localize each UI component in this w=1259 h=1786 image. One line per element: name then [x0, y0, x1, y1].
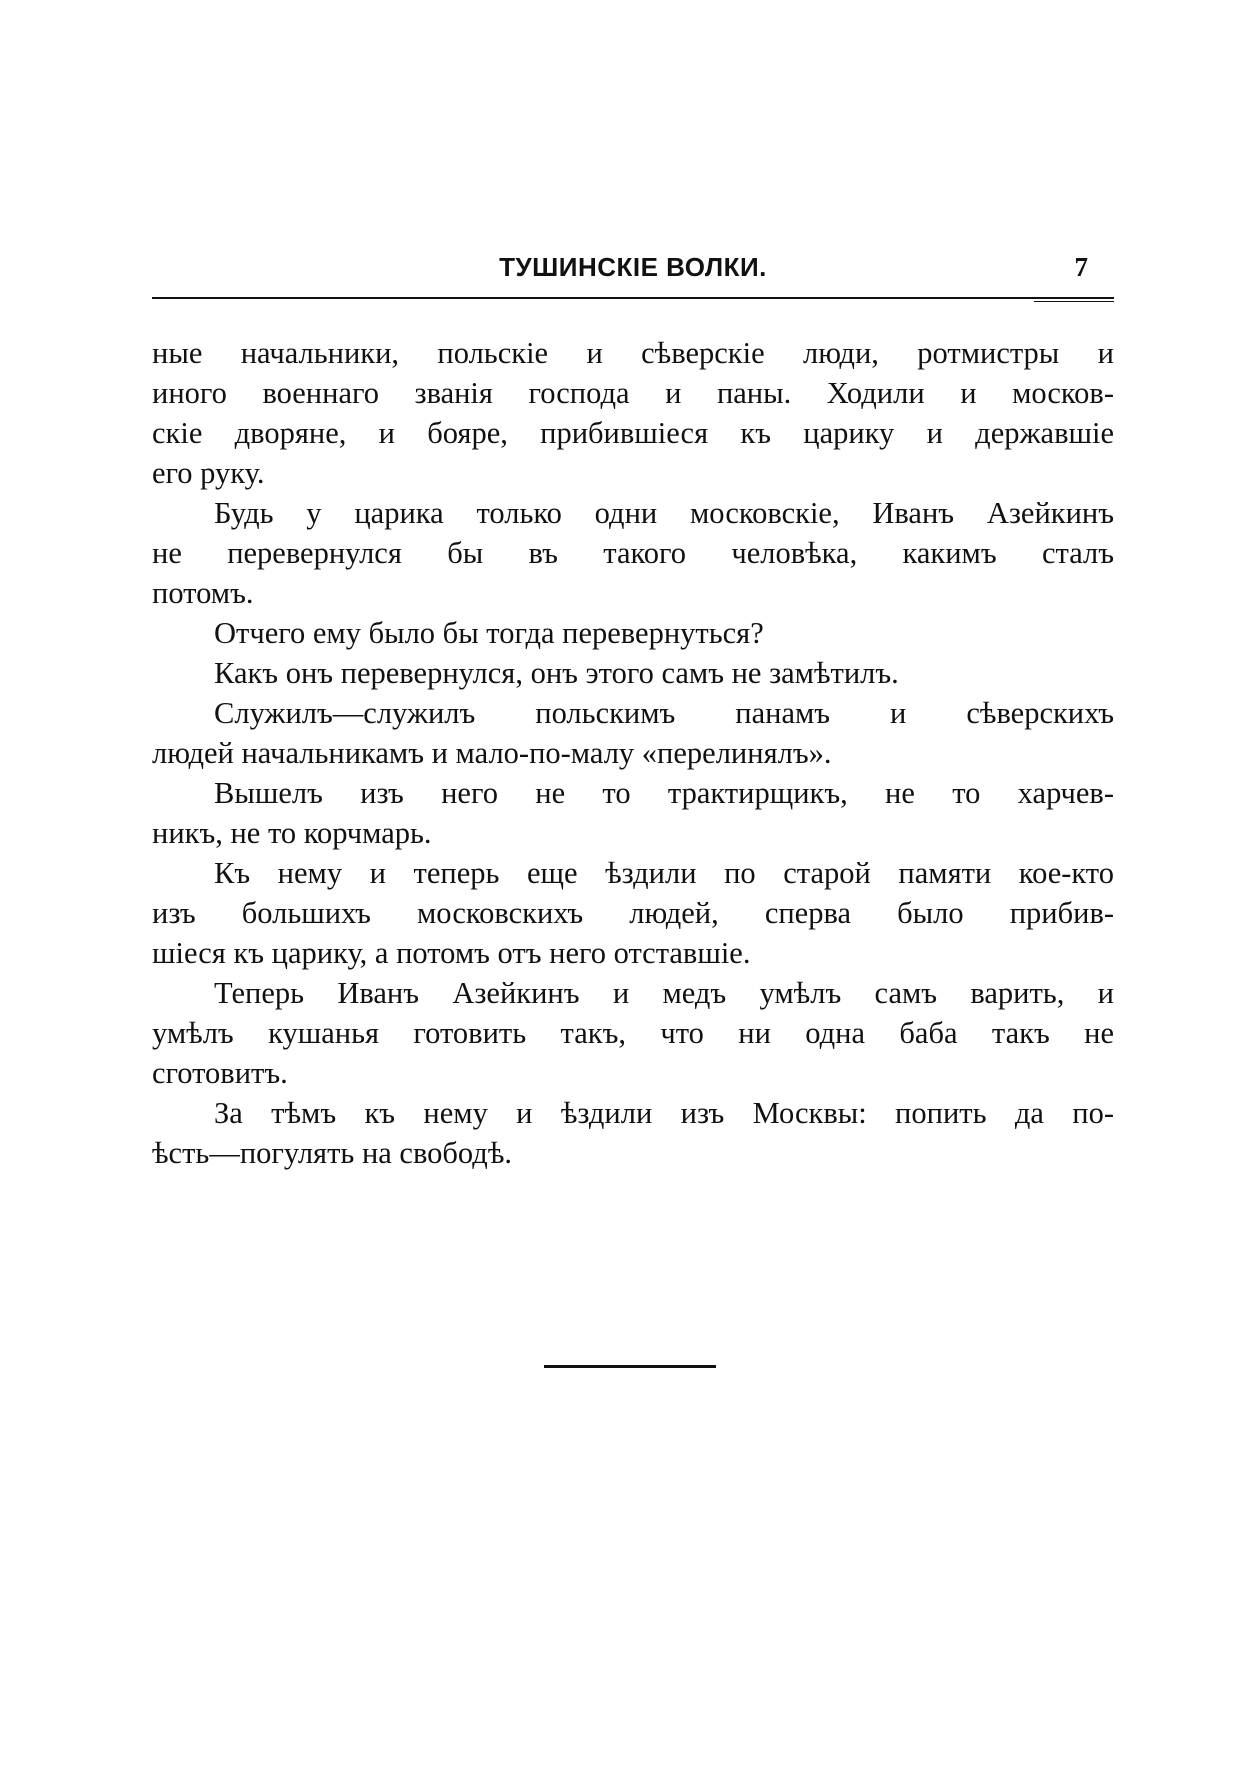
text-line: Теперь Иванъ Азейкинъ и медъ умѣлъ самъ варить, и	[214, 976, 1114, 1010]
paragraph	[152, 613, 1114, 653]
paragraph	[152, 973, 1114, 1093]
text-line: Отчего ему было бы тогда перевернуться?	[214, 616, 764, 650]
text-line: не перевернулся бы въ такого человѣка, какимъ сталъ	[152, 536, 1114, 570]
paragraph	[152, 773, 1114, 853]
text-line: никъ, не то корчмарь.	[152, 816, 432, 850]
paragraph	[152, 693, 1114, 773]
page-header	[152, 248, 1114, 288]
text-line: Къ нему и теперь еще ѣздили по старой памяти кое-кто	[214, 856, 1114, 890]
header-rule	[152, 297, 1114, 299]
running-title: ТУШИНСКІЕ ВОЛКИ.	[499, 252, 767, 282]
text-line: Служилъ—служилъ польскимъ панамъ и сѣверскихъ	[214, 696, 1114, 730]
text-line: иного военнаго званія господа и паны. Ходили и москов-	[152, 376, 1114, 410]
paragraph	[152, 1093, 1114, 1173]
text-line: Какъ онъ перевернулся, онъ этого самъ не замѣтилъ.	[214, 656, 899, 690]
page-number: 7	[1074, 252, 1088, 282]
text-line: шіеся къ царику, а потомъ отъ него отставшіе.	[152, 936, 751, 970]
paragraph	[152, 653, 1114, 693]
text-line: ные начальники, польскіе и сѣверскіе люди, ротмистры и	[152, 336, 1114, 370]
paragraph	[152, 853, 1114, 973]
text-line: ѣсть—погулять на свободѣ.	[152, 1136, 512, 1170]
text-line: его руку.	[152, 456, 265, 490]
text-line: скіе дворяне, и бояре, прибившіеся къ царику и державшіе	[152, 416, 1114, 450]
text-line: За тѣмъ къ нему и ѣздили изъ Москвы: попить да по-	[214, 1096, 1114, 1130]
text-line: Будь у царика только одни московскіе, Иванъ Азейкинъ	[214, 496, 1114, 530]
body-text	[152, 333, 1114, 1173]
text-line: Вышелъ изъ него не то трактирщикъ, не то харчев-	[214, 776, 1114, 810]
text-line: потомъ.	[152, 576, 254, 610]
text-line: сготовитъ.	[152, 1056, 288, 1090]
paragraph	[152, 333, 1114, 493]
end-rule	[544, 1365, 716, 1368]
text-line: умѣлъ кушанья готовить такъ, что ни одна баба такъ не	[152, 1016, 1114, 1050]
paragraph	[152, 493, 1114, 613]
header-rule-short	[1034, 301, 1114, 302]
text-line: изъ большихъ московскихъ людей, сперва было прибив-	[152, 896, 1114, 930]
text-line: людей начальникамъ и мало-по-малу «перелинялъ».	[152, 736, 832, 770]
